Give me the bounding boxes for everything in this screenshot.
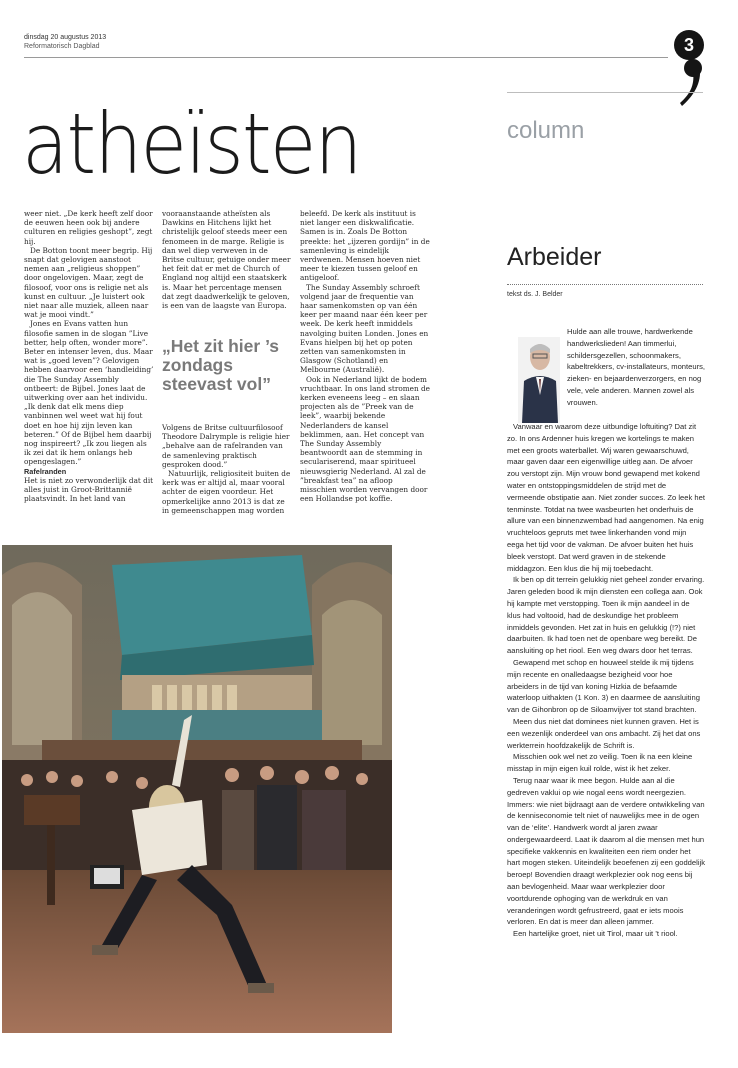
paragraph: Vanwaar en waarom deze uitbundige loftuiting? Dat zit zo. In ons Ardenner huis kregen we kortelings te maken met een groots waterballet. Wij waren gewaarschuwd, maar gaven daar een eigenwillige uitleg aan. De afvoer zou verstopt zijn. Mijn vrouw bond gewapend met kokend water en ontstoppingsmiddelen de strijd met de vermeende obstipatie aan. Niet zonder succes. Zo leek het tenminste. Totdat na twee wasbeurten het onderhuis de allure van een binnenzwembad had aangenomen. Na enig vruchteloos gepruts met twee linkerhanden vond mijn eega het tijd voor de vakman. De afvoer buiten het huis bleek verstopt. Dat werd graven in de stekende middagzon. Een klus die hij mij toebedacht. [507,422,705,573]
paragraph: Jones en Evans vatten hun filosofie samen in de slogan ”Live better, help often, wonder more”. Beter en intenser leven, dus. Maar wat is „goed leven”? Gelovigen hebben daarvoor een ‘handleiding’ die The Sunday Assembly ontbeert: de Bijbel. Jones laat de uitwerking over aan het individu. „Ik denk dat elk mens diep vanbinnen wel weet wat hij fout doet en hoe hij zijn leven kan beteren.” Of de Bijbel hem daarbij nog inspireert? „Ik zou liegen als ik zei dat ik hem onlangs heb opengeslagen.” [24,319,154,467]
column-body [507,421,705,940]
section-label: column [507,117,585,144]
comma-icon [679,58,707,108]
newspaper-name: Reformatorisch Dagblad [24,43,100,50]
article-column-1 [24,209,154,504]
paragraph: Terug naar waar ik mee begon. Hulde aan al die gedreven vaklui op wie nogal eens wordt neergezien. Immers: wie niet bijdraagt aan de verdere ontwikkeling van de kenniseconomie telt niet of nauwelijks mee in de ogen van de ‘elite’. Handwerk wordt al jaren zwaar ondergewaardeerd. Laat ik daarom al die mensen met hun specifieke vakkennis en kwaliteiten een riem onder het hart mogen steken. Uiteindelijk beoefenen zij een goddelijk beroep! Bovendien draagt werkplezier ook nog eens bij aan bevlogenheid. Maar waar werkplezier door voortdurende ophoging van de werkdruk en van veranderingen wordt gefrustreerd, gaat er iets moois verloren. En dat is meer dan alleen jammer. [507,775,705,927]
paragraph: Misschien ook wel net zo veilig. Toen ik na een kleine misstap in mijn eigen kuil rolde, wist ik het zeker. [507,752,693,774]
column-top-divider [507,92,703,93]
article-column-3 [300,209,430,504]
paragraph: Ik ben op dit terrein gelukkig niet geheel zonder ervaring. Jaren geleden bood ik mijn diensten een collega aan. Ook hij kampte met verstopping. Toen ik mijn aandeel in de klus had voltooid, had de deskundige het probleem inmiddels gevonden. Het zat in huis en gelukkig (!?) niet daarbuiten. Ik had toen net de openbare weg bereikt. De aansluiting op het riool. Een weg dwars door het terras. [507,575,705,656]
paragraph: Volgens de Britse cultuurfilosoof Theodore Dalrymple is religie hier „behalve aan de rafelranden van de samenleving praktisch gesproken dood.” [162,423,290,469]
pull-quote: „Het zit hier ’s zondags steevast vol” [162,336,280,394]
paragraph: The Sunday Assembly schroeft volgend jaar de frequentie van haar samenkomsten op van één keer per maand naar één keer per week. De kerk heeft inmiddels navolging buiten Londen. Jones en Evans hielpen bij het op poten zetten van samenkomsten in Glasgow (Schotland) en Melbourne (Australië). [300,282,429,375]
subheading: Rafelranden [24,466,67,476]
paragraph: vooraanstaande atheïsten als Dawkins en Hitchens lijkt het christelijk geloof steeds meer een fenomeen in de marge. Religie is dan wel diep verweven in de Britse cultuur, getuige onder meer het feit dat er met de Church of England nog altijd een staatskerk is. Maar het percentage mensen dat zegt daadwerkelijk te geloven, is een van de laagste van Europa. [162,209,291,311]
header-divider [24,57,668,58]
issue-date: dinsdag 20 augustus 2013 [24,34,107,41]
paragraph: Natuurlijk, religiositeit buiten de kerk was er altijd al, maar vooral achter de eigen voordeur. Het opmerkelijke anno 2013 is dat ze in gemeenschappen mag worden [162,469,291,515]
article-column-2-continued [162,423,292,515]
byline: tekst ds. J. Belder [507,291,563,298]
column-intro [567,326,705,409]
article-column-2 [162,209,292,310]
paragraph: Het is niet zo verwonderlijk dat dit alles juist in Groot-Brittannië plaatsvindt. In het land van [24,475,154,504]
paragraph: Meen dus niet dat dominees niet kunnen graven. Het is een wezenlijk onderdeel van ons ambacht. Zij het dat ons werkterrein hoofdzakelijk de Schrift is. [507,716,701,750]
paragraph: weer niet. „De kerk heeft zelf door de eeuwen heen ook bij andere culturen en religies geshopt”, zegt hij. [24,209,153,246]
page-number-badge: 3 [674,30,704,60]
paragraph: Gewapend met schop en houweel stelde ik mij tijdens mijn recente en onalledaagse bezigheid voor hoe arbeiders in de tijd van koning Hizkia de befaamde waterloop uithakten (1 Kon. 3) en daarmee de aansluiting van de Gihonbron op de Siloamvijver tot stand brachten. [507,657,700,715]
dotted-divider [507,284,703,285]
article-headline: atheïsten [22,95,361,193]
paragraph: De Botton toont meer begrip. Hij snapt dat gelovigen aanstoot nemen aan „religieus shoppen” door ongelovigen. Maar, zegt de filosoof, voor ons is religie net als kunst en cultuur. „Je luistert ook niet naar alle muziek, alleen naar wat je mooi vindt.” [24,245,153,320]
paragraph: beleefd. De kerk als instituut is niet langer een diskwalificatie. Samen is in. Zoals De Botton preekte: het „ijzeren gordijn” in de samenleving is eindelijk verdwenen. Mensen hoeven niet meer te kiezen tussen geloof en antigeloof. [300,209,430,283]
column-title: Arbeider [507,243,602,271]
paragraph: Een hartelijke groet, niet uit Tirol, maar uit ’t riool. [513,929,678,939]
church-assembly-photo [2,545,392,1033]
paragraph: Hulde aan alle trouwe, hardwerkende handwerkslieden! Aan timmerlui, schildersgezellen, schoonmakers, kabeltrekkers, cv-installateurs, monteurs, zieken- en bejaardenverzorgers, en nog vele, vele anderen. Mannen zowel als vrouwen. [567,327,706,407]
paragraph: Ook in Nederland lijkt de bodem vruchtbaar. In ons land stromen de kerken eveneens leeg – en slaan projecten als de ”Preek van de leek”, waarbij bekende Nederlanders de kansel beklimmen, aan. Het concept van The Sunday Assembly beantwoordt aan de stemming in seculariserend, maar spiritueel nieuwsgierig Nederland. Al zal de ”breakfast tea” na afloop misschien worden vervangen door een Hollandse pot koffie. [300,374,430,504]
author-portrait [518,337,560,423]
